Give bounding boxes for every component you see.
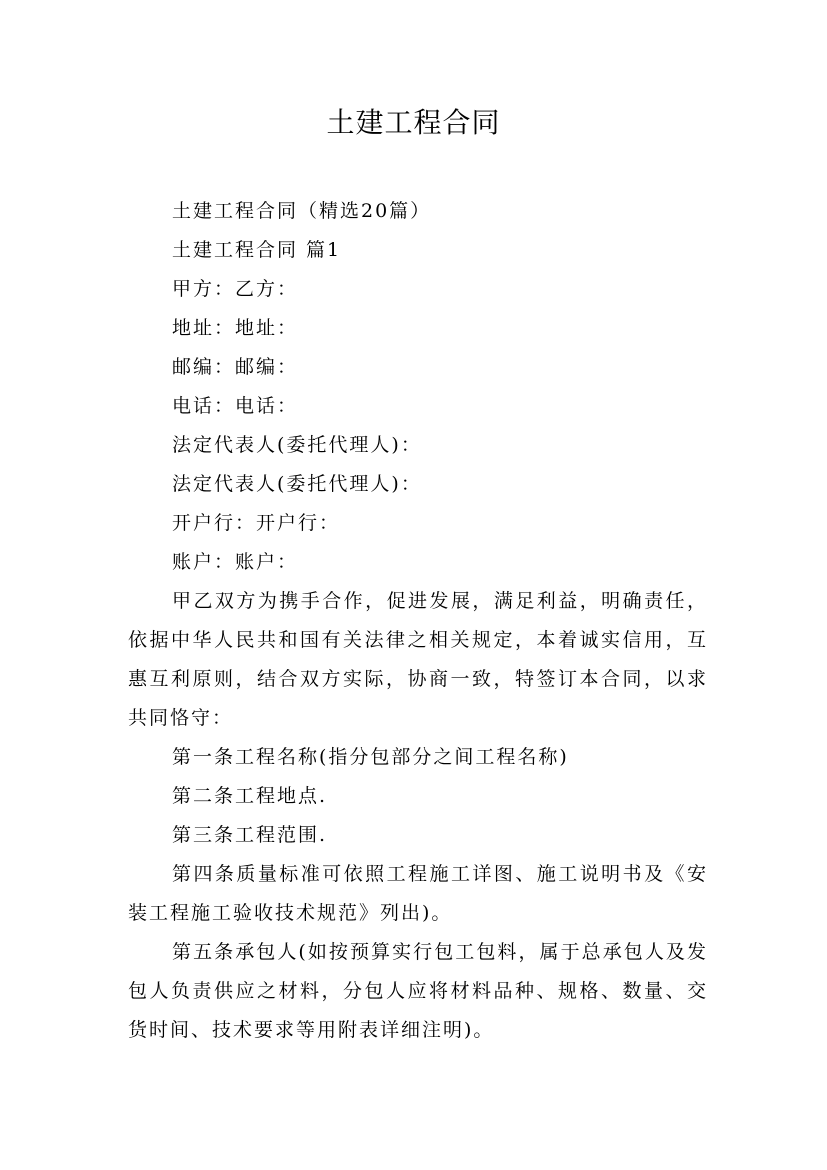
paragraph-legal-rep-a: 法定代表人(委托代理人)： <box>172 434 422 456</box>
document-title: 土建工程合同 <box>326 106 501 139</box>
paragraph-legal-rep-b: 法定代表人(委托代理人)： <box>172 473 422 495</box>
paragraph-article-3: 第三条工程范围. <box>172 824 328 846</box>
paragraph-account: 账户：账户： <box>172 551 299 573</box>
paragraph-article-1: 第一条工程名称(指分包部分之间工程名称) <box>172 746 569 768</box>
paragraph-parties: 甲方：乙方： <box>172 278 299 300</box>
paragraph-postcode: 邮编：邮编： <box>172 356 299 378</box>
paragraph-article-2: 第二条工程地点. <box>172 785 328 807</box>
paragraph-article-4: 第四条质量标准可依照工程施工详图、施工说明书及《安装工程施工验收技术规范》列出)。 <box>128 863 708 924</box>
paragraph-bank: 开户行：开户行： <box>172 512 341 534</box>
paragraph-phone: 电话：电话： <box>172 395 299 417</box>
document-body <box>128 192 708 1050</box>
paragraph-address: 地址：地址： <box>172 317 299 339</box>
paragraph-preamble: 甲乙双方为携手合作，促进发展，满足利益，明确责任，依据中华人民共和国有关法律之相关规定，本着诚实信用，互惠互利原则，结合双方实际，协商一致，特签订本合同，以求共同恪守： <box>128 590 708 729</box>
paragraph-article-5: 第五条承包人(如按预算实行包工包料，属于总承包人及发包人负责供应之材料，分包人应将材料品种、规格、数量、交货时间、技术要求等用附表详细注明)。 <box>128 941 708 1041</box>
paragraph-subtitle: 土建工程合同（精选20篇） <box>172 200 432 222</box>
paragraph-section-heading: 土建工程合同 篇1 <box>172 239 342 261</box>
